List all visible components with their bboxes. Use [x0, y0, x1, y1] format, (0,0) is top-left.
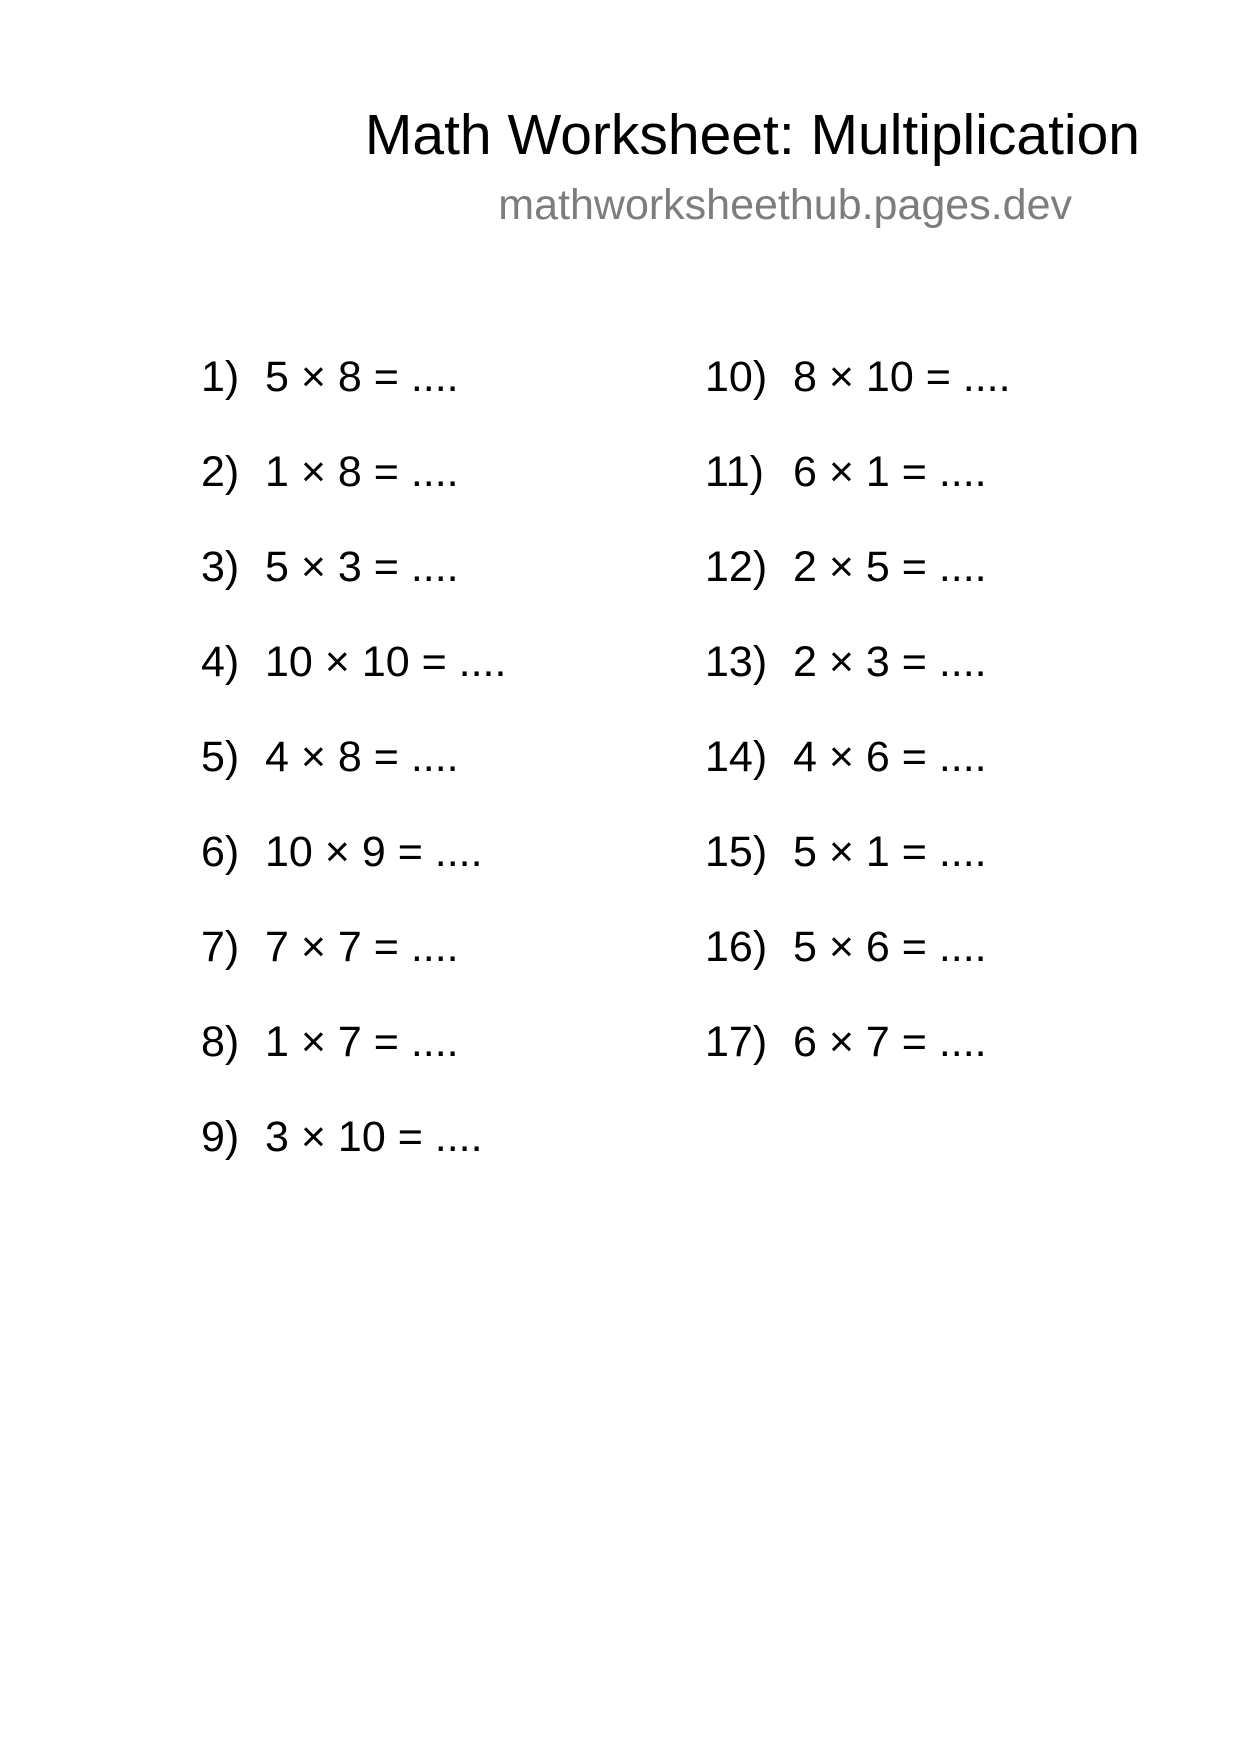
- problem-expression: 10 × 9 = ....: [265, 828, 483, 876]
- problem-number: 7): [201, 923, 240, 971]
- problem-expression: 2 × 3 = ....: [793, 638, 987, 686]
- problem-expression: 6 × 1 = ....: [793, 448, 987, 496]
- problem-number: 4): [201, 638, 240, 686]
- problem-number: 11): [705, 448, 764, 496]
- worksheet-source: mathworksheethub.pages.dev: [498, 181, 1072, 229]
- problem-number: 17): [705, 1018, 768, 1066]
- problem-number: 1): [201, 353, 240, 401]
- problem-expression: 5 × 1 = ....: [793, 828, 987, 876]
- problem-item: [705, 630, 1011, 725]
- worksheet-title: Math Worksheet: Multiplication: [364, 103, 1140, 167]
- problem-expression: 8 × 10 = ....: [793, 353, 1011, 401]
- problem-column-left: [201, 345, 506, 1200]
- problem-expression: 1 × 7 = ....: [265, 1018, 459, 1066]
- problem-item: [201, 820, 506, 915]
- problem-expression: 6 × 7 = ....: [793, 1018, 987, 1066]
- problem-expression: 4 × 8 = ....: [265, 733, 459, 781]
- problem-number: 10): [705, 353, 768, 401]
- problem-number: 6): [201, 828, 240, 876]
- problem-item: [201, 1105, 506, 1200]
- problem-expression: 5 × 3 = ....: [265, 543, 459, 591]
- problem-item: [201, 345, 506, 440]
- problem-expression: 1 × 8 = ....: [265, 448, 459, 496]
- problem-item: [705, 915, 1011, 1010]
- problem-item: [201, 440, 506, 535]
- problem-item: [705, 725, 1011, 820]
- problem-expression: 4 × 6 = ....: [793, 733, 987, 781]
- problem-number: 5): [201, 733, 240, 781]
- problem-expression: 5 × 6 = ....: [793, 923, 987, 971]
- problem-expression: 7 × 7 = ....: [265, 923, 459, 971]
- problem-number: 15): [705, 828, 768, 876]
- problem-item: [201, 535, 506, 630]
- problem-number: 16): [705, 923, 768, 971]
- problem-number: 14): [705, 733, 768, 781]
- problem-number: 8): [201, 1018, 240, 1066]
- problem-expression: 10 × 10 = ....: [265, 638, 507, 686]
- problem-number: 9): [201, 1113, 240, 1161]
- problem-number: 3): [201, 543, 240, 591]
- problem-expression: 5 × 8 = ....: [265, 353, 459, 401]
- problem-item: [705, 440, 1011, 535]
- problem-expression: 2 × 5 = ....: [793, 543, 987, 591]
- problem-item: [201, 725, 506, 820]
- problem-expression: 3 × 10 = ....: [265, 1113, 483, 1161]
- problem-column-right: [705, 345, 1011, 1105]
- problem-item: [705, 535, 1011, 630]
- problem-item: [201, 1010, 506, 1105]
- problem-number: 2): [201, 448, 240, 496]
- problem-item: [201, 630, 506, 725]
- problem-number: 12): [705, 543, 768, 591]
- problem-item: [201, 915, 506, 1010]
- problem-item: [705, 1010, 1011, 1105]
- problem-item: [705, 345, 1011, 440]
- problem-item: [705, 820, 1011, 915]
- problem-number: 13): [705, 638, 768, 686]
